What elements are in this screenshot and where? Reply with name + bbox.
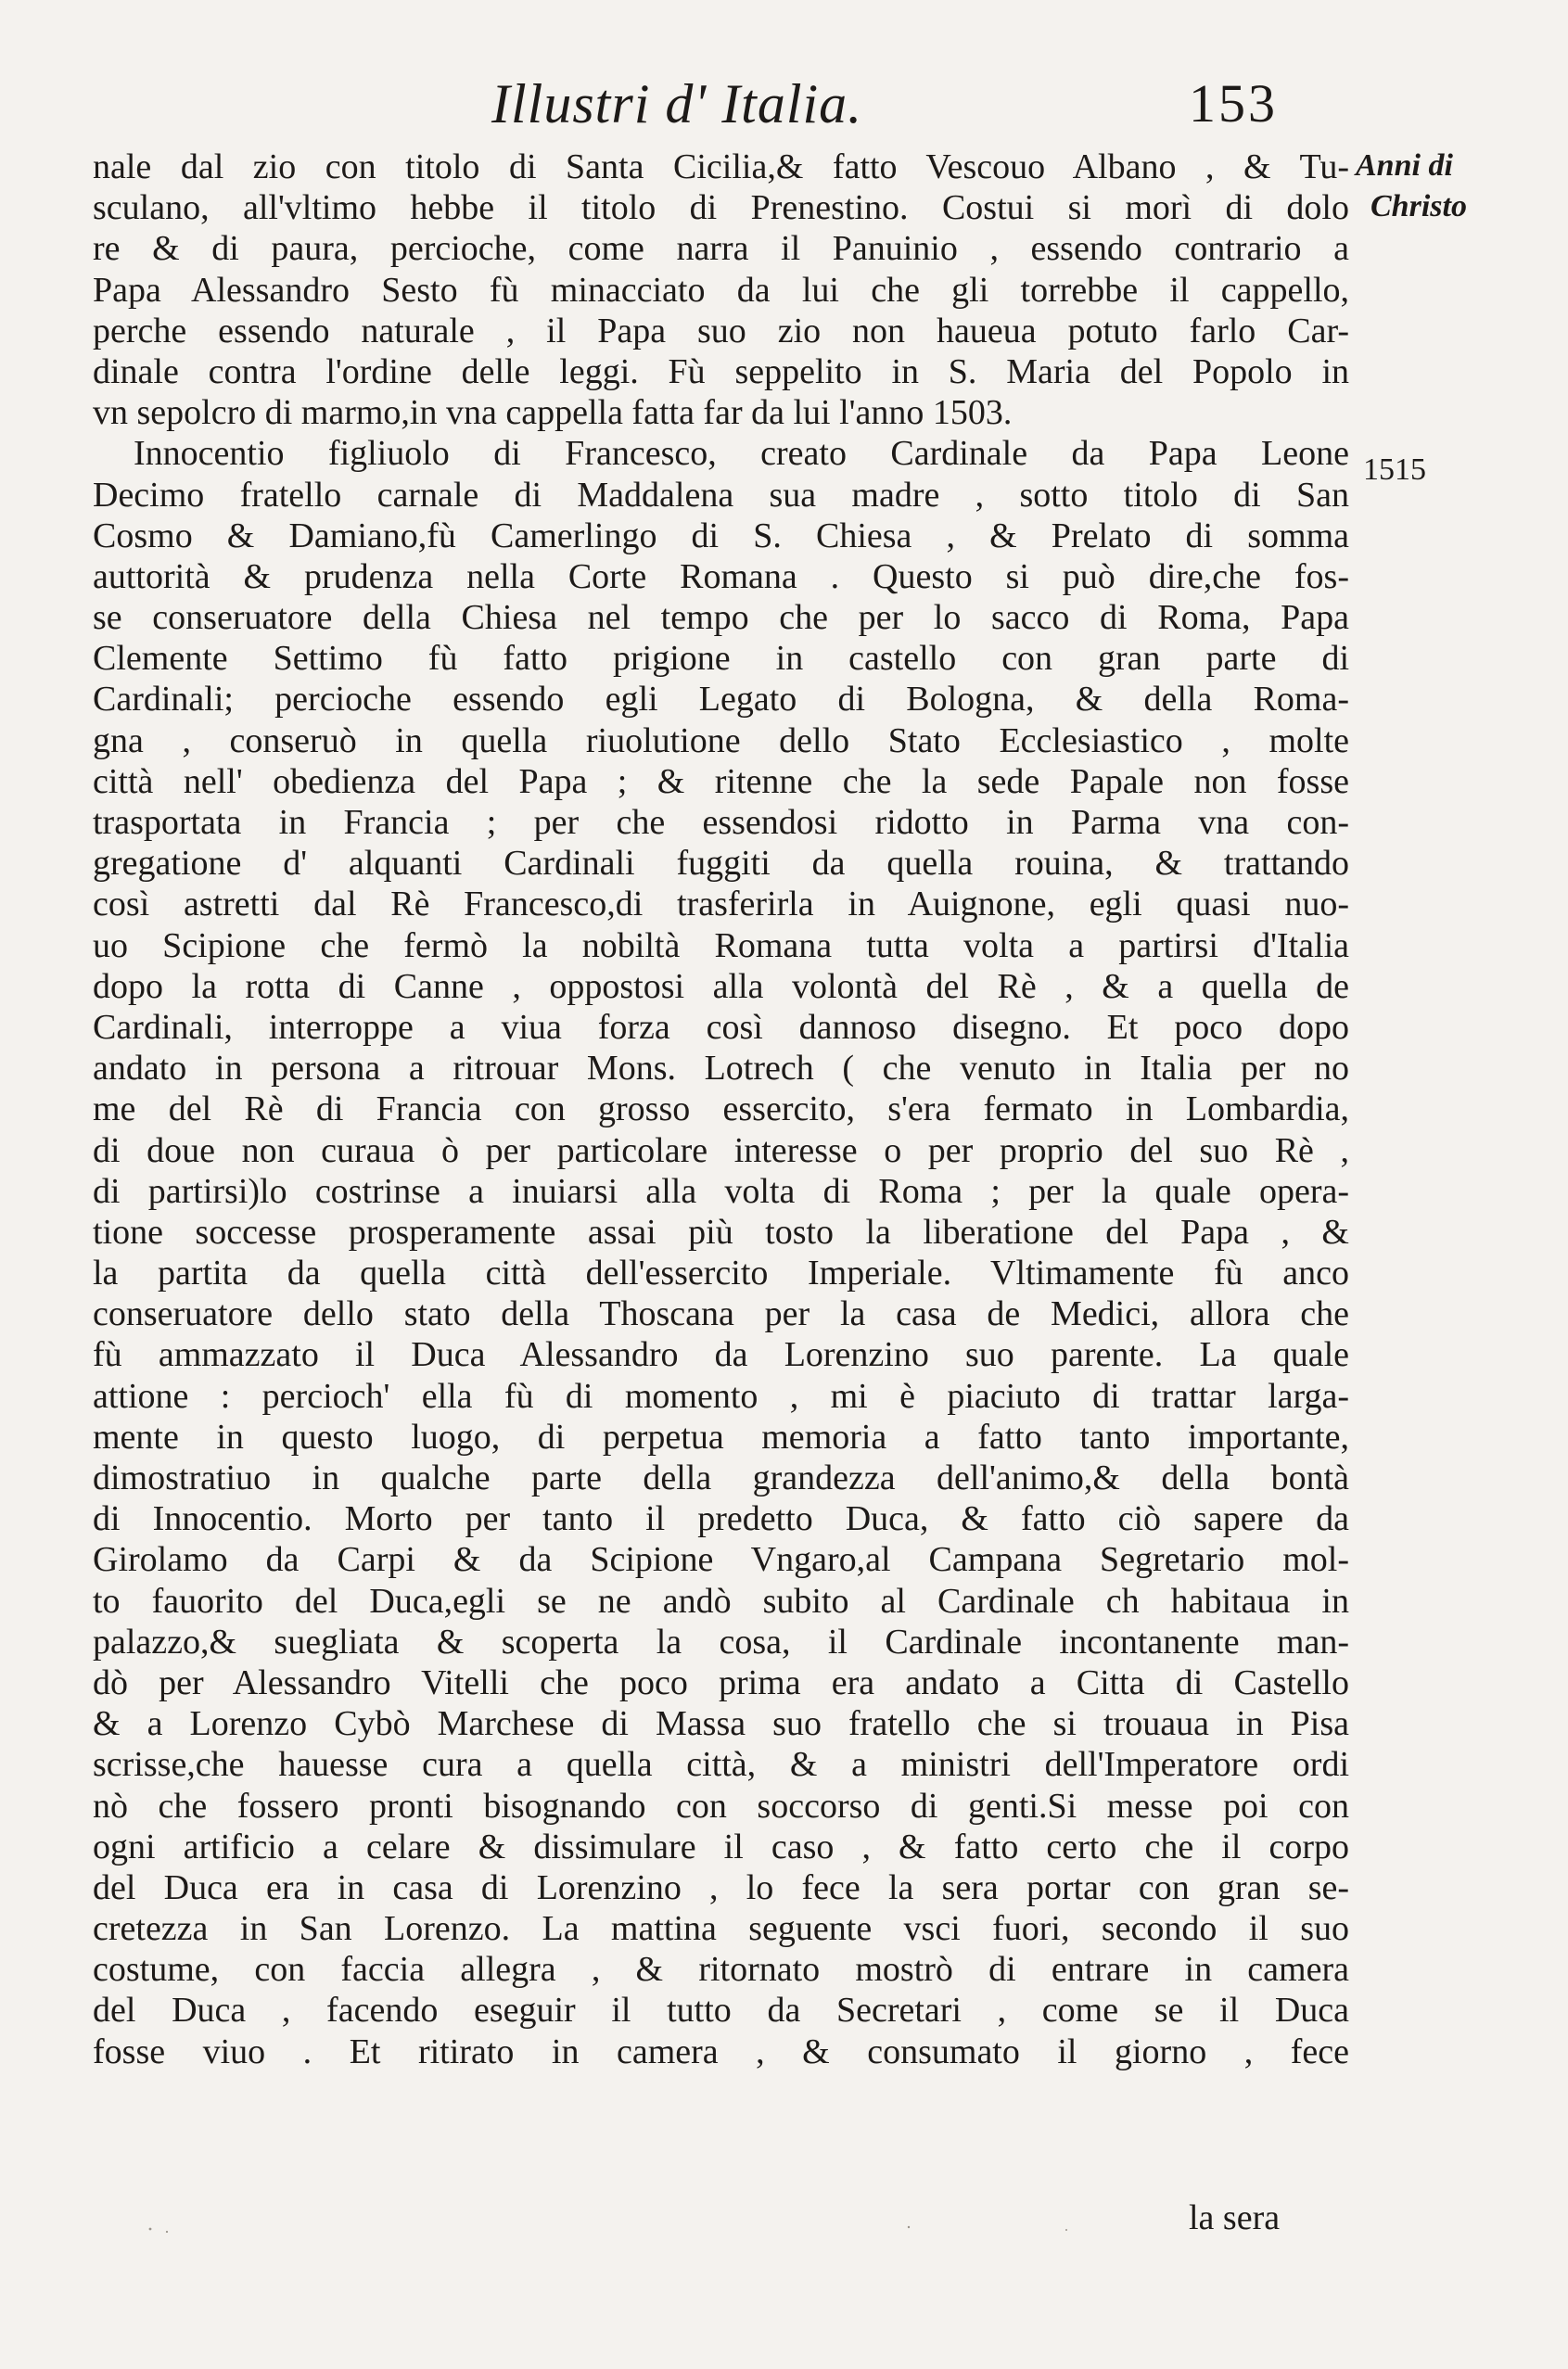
text-line: fosse viuo . Et ritirato in camera , & consumato il giorno , fece <box>93 2031 1349 2071</box>
text-line: del Duca , facendo eseguir il tutto da Secretari , come se il Duca <box>93 1991 1349 2031</box>
text-line: auttorità & prudenza nella Corte Romana . Questo si può dire,che fos- <box>93 556 1349 596</box>
text-line: la partita da quella città dell'essercito Imperiale. Vltimamente fù anco <box>93 1254 1349 1293</box>
catchword: la sera <box>1189 2198 1281 2237</box>
text-line: di doue non curaua ò per particolare interesse o per proprio del suo Rè , <box>93 1130 1349 1170</box>
text-line: fù ammazzato il Duca Alessandro da Lorenzino suo parente. La quale <box>93 1335 1349 1375</box>
text-line: Innocentio figliuolo di Francesco, creato Cardinale da Papa Leone <box>134 434 1349 474</box>
text-line: dinale contra l'ordine delle leggi. Fù seppelito in S. Maria del Popolo in <box>93 351 1349 391</box>
text-line: & a Lorenzo Cybò Marchese di Massa suo fratello che si trouaua in Pisa <box>93 1704 1349 1744</box>
text-line: tione soccesse prosperamente assai più tosto la liberatione del Papa , & <box>93 1212 1349 1252</box>
text-line: gregatione d' alquanti Cardinali fuggiti da quella rouina, & trattando <box>93 844 1349 884</box>
text-line: ogni artificio a celare & dissimulare il caso , & fatto certo che il corpo <box>93 1827 1349 1866</box>
text-line: dimostratiuo in qualche parte della grandezza dell'animo,& della bontà <box>93 1458 1349 1497</box>
text-line: re & di paura, percioche, come narra il Panuinio , essendo contrario a <box>93 229 1349 269</box>
text-line: palazzo,& suegliata & scoperta la cosa, il Cardinale incontanente man- <box>93 1622 1349 1662</box>
text-line: mente in questo luogo, di perpetua memoria a fatto tanto importante, <box>93 1417 1349 1457</box>
text-line: Cosmo & Damiano,fù Camerlingo di S. Chiesa , & Prelato di somma <box>93 516 1349 555</box>
text-line: scrisse,che hauesse cura a quella città, & a ministri dell'Imperatore ordi <box>93 1745 1349 1785</box>
running-head <box>482 72 1317 146</box>
text-line: Girolamo da Carpi & da Scipione Vngaro,al Campana Segretario mol- <box>93 1540 1349 1580</box>
text-line: cretezza in San Lorenzo. La mattina seguente vsci fuori, secondo il suo <box>93 1909 1349 1949</box>
text-line: nale dal zio con titolo di Santa Cicilia,& fatto Vescouo Albano , & Tu- <box>93 147 1349 186</box>
text-line: dopo la rotta di Canne , oppostosi alla volontà del Rè , & a quella de <box>93 966 1349 1006</box>
page-number: 153 <box>1189 73 1278 134</box>
text-line: Clemente Settimo fù fatto prigione in castello con gran parte di <box>93 639 1349 679</box>
running-title: Illustri d' Italia. <box>491 73 863 134</box>
text-line: del Duca era in casa di Lorenzino , lo fece la sera portar con gran se- <box>93 1867 1349 1907</box>
text-line: vn sepolcro di marmo,in vna cappella fatta far da lui l'anno 1503. <box>93 393 1013 433</box>
text-line: nò che fossero pronti bisognando con soccorso di genti.Si messe poi con <box>93 1786 1349 1826</box>
margin-note-anni: Anni di <box>1356 148 1453 183</box>
text-line: me del Rè di Francia con grosso essercito, s'era fermato in Lombardia, <box>93 1089 1349 1129</box>
text-line: città nell' obedienza del Papa ; & ritenne che la sede Papale non fosse <box>93 761 1349 801</box>
text-line: di Innocentio. Morto per tanto il predetto Duca, & fatto ciò sapere da <box>93 1499 1349 1539</box>
text-line: sculano, all'vltimo hebbe il titolo di Prenestino. Costui si morì di dolo <box>93 188 1349 228</box>
text-line: così astretti dal Rè Francesco,di trasferirla in Auignone, egli quasi nuo- <box>93 885 1349 924</box>
text-line: costume, con faccia allegra , & ritornato mostrò di entrare in camera <box>93 1950 1349 1990</box>
text-line: di partirsi)lo costrinse a inuiarsi alla volta di Roma ; per la quale opera- <box>93 1171 1349 1211</box>
body-text <box>93 146 1349 2072</box>
text-line: Cardinali, interroppe a viua forza così dannoso disegno. Et poco dopo <box>93 1007 1349 1047</box>
text-line: dò per Alessandro Vitelli che poco prima era andato a Citta di Castello <box>93 1662 1349 1702</box>
text-line: Decimo fratello carnale di Maddalena sua madre , sotto titolo di San <box>93 475 1349 515</box>
text-line: uo Scipione che fermò la nobiltà Romana tutta volta a partirsi d'Italia <box>93 925 1349 965</box>
text-line: Cardinali; percioche essendo egli Legato di Bologna, & della Roma- <box>93 680 1349 720</box>
margin-note-year: 1515 <box>1363 452 1426 487</box>
text-line: attione : percioch' ella fù di momento , mi è piaciuto di trattar larga- <box>93 1376 1349 1416</box>
text-line: Papa Alessandro Sesto fù minacciato da lui che gli torrebbe il cappello, <box>93 270 1349 310</box>
text-line: gna , conseruò in quella riuolutione dello Stato Ecclesiastico , molte <box>93 720 1349 760</box>
text-line: andato in persona a ritrouar Mons. Lotrech ( che venuto in Italia per no <box>93 1049 1349 1089</box>
margin-note-christo: Christo <box>1370 189 1467 223</box>
text-line: to fauorito del Duca,egli se ne andò subito al Cardinale ch habitaua in <box>93 1581 1349 1621</box>
text-line: se conseruatore della Chiesa nel tempo che per lo sacco di Roma, Papa <box>93 598 1349 638</box>
text-line: conseruatore dello stato della Thoscana per la casa de Medici, allora che <box>93 1294 1349 1334</box>
text-line: perche essendo naturale , il Papa suo zio non haueua potuto farlo Car- <box>93 311 1349 350</box>
text-line: trasportata in Francia ; per che essendosi ridotto in Parma vna con- <box>93 803 1349 842</box>
paper-specks <box>139 2222 1159 2240</box>
